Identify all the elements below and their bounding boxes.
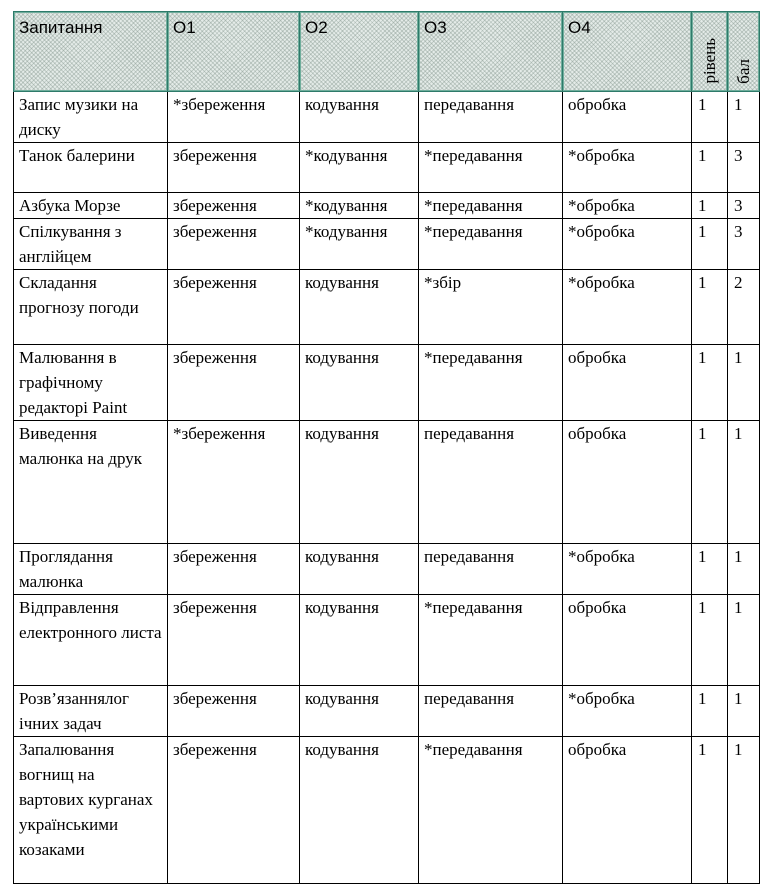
answers-table [13, 11, 760, 884]
cell-score: 1 [728, 737, 760, 884]
cell-o2: кодування [300, 421, 419, 544]
cell-level: 1 [692, 345, 728, 421]
cell-question: Відправлення електронного листа [14, 595, 168, 686]
cell-o2: *кодування [300, 143, 419, 193]
cell-question: Виведення малюнка на друк [14, 421, 168, 544]
header-o4: О4 [563, 12, 692, 92]
cell-o4: *обробка [563, 544, 692, 595]
cell-o4: *обробка [563, 143, 692, 193]
cell-o1: збереження [168, 270, 300, 345]
table-row [14, 193, 760, 219]
cell-o1: збереження [168, 345, 300, 421]
cell-o3: *передавання [419, 345, 563, 421]
cell-question: Проглядання малюнка [14, 544, 168, 595]
cell-question: Малювання в графічному редакторі Paint [14, 345, 168, 421]
cell-level: 1 [692, 595, 728, 686]
cell-score: 3 [728, 193, 760, 219]
cell-o4: обробка [563, 595, 692, 686]
cell-o4: обробка [563, 737, 692, 884]
header-level: рівень [699, 38, 719, 84]
cell-o3: *передавання [419, 193, 563, 219]
cell-o1: збереження [168, 544, 300, 595]
cell-o4: обробка [563, 421, 692, 544]
header-score-cell [728, 12, 760, 92]
header-row [14, 12, 760, 92]
cell-o3: передавання [419, 421, 563, 544]
cell-score: 1 [728, 345, 760, 421]
cell-o3: *збір [419, 270, 563, 345]
table-row [14, 143, 760, 193]
cell-o3: *передавання [419, 219, 563, 270]
cell-question: Запалювання вогнищ на вартових курганах українськими козаками [14, 737, 168, 884]
table-row [14, 544, 760, 595]
cell-o2: *кодування [300, 219, 419, 270]
cell-score: 1 [728, 544, 760, 595]
cell-o4: *обробка [563, 193, 692, 219]
cell-o2: кодування [300, 270, 419, 345]
cell-o3: *передавання [419, 737, 563, 884]
cell-o3: *передавання [419, 595, 563, 686]
cell-score: 2 [728, 270, 760, 345]
cell-o2: кодування [300, 686, 419, 737]
cell-o1: *збереження [168, 421, 300, 544]
cell-question: Азбука Морзе [14, 193, 168, 219]
cell-o3: передавання [419, 686, 563, 737]
header-level-cell [692, 12, 728, 92]
cell-level: 1 [692, 193, 728, 219]
header-o1: О1 [168, 12, 300, 92]
cell-o2: кодування [300, 737, 419, 884]
table-row [14, 686, 760, 737]
cell-question: Спілкування з англійцем [14, 219, 168, 270]
cell-o4: *обробка [563, 219, 692, 270]
cell-o1: збереження [168, 143, 300, 193]
cell-score: 1 [728, 421, 760, 544]
table-row [14, 270, 760, 345]
cell-o1: збереження [168, 686, 300, 737]
cell-question: Танок балерини [14, 143, 168, 193]
cell-level: 1 [692, 544, 728, 595]
table-row [14, 737, 760, 884]
cell-question: Запис музики на диску [14, 92, 168, 143]
cell-question: Розв’язаннялог ічних задач [14, 686, 168, 737]
cell-score: 1 [728, 686, 760, 737]
table-row [14, 92, 760, 143]
cell-o3: передавання [419, 544, 563, 595]
header-score: бал [733, 59, 753, 84]
cell-o4: обробка [563, 345, 692, 421]
cell-score: 1 [728, 595, 760, 686]
cell-o2: кодування [300, 595, 419, 686]
cell-o1: *збереження [168, 92, 300, 143]
cell-level: 1 [692, 686, 728, 737]
cell-o2: кодування [300, 92, 419, 143]
cell-o1: збереження [168, 193, 300, 219]
header-question: Запитання [14, 12, 168, 92]
cell-level: 1 [692, 219, 728, 270]
cell-o2: кодування [300, 544, 419, 595]
table-row [14, 345, 760, 421]
header-o3: О3 [419, 12, 563, 92]
cell-level: 1 [692, 92, 728, 143]
cell-o3: *передавання [419, 143, 563, 193]
cell-score: 1 [728, 92, 760, 143]
header-o2: О2 [300, 12, 419, 92]
cell-o2: *кодування [300, 193, 419, 219]
cell-question: Складання прогнозу погоди [14, 270, 168, 345]
cell-o4: обробка [563, 92, 692, 143]
cell-o1: збереження [168, 595, 300, 686]
cell-level: 1 [692, 421, 728, 544]
cell-o3: передавання [419, 92, 563, 143]
cell-score: 3 [728, 219, 760, 270]
table-row [14, 219, 760, 270]
cell-level: 1 [692, 270, 728, 345]
table-row [14, 595, 760, 686]
cell-o4: *обробка [563, 686, 692, 737]
cell-level: 1 [692, 737, 728, 884]
cell-o2: кодування [300, 345, 419, 421]
cell-o4: *обробка [563, 270, 692, 345]
cell-o1: збереження [168, 219, 300, 270]
cell-level: 1 [692, 143, 728, 193]
cell-score: 3 [728, 143, 760, 193]
table-row [14, 421, 760, 544]
cell-o1: збереження [168, 737, 300, 884]
